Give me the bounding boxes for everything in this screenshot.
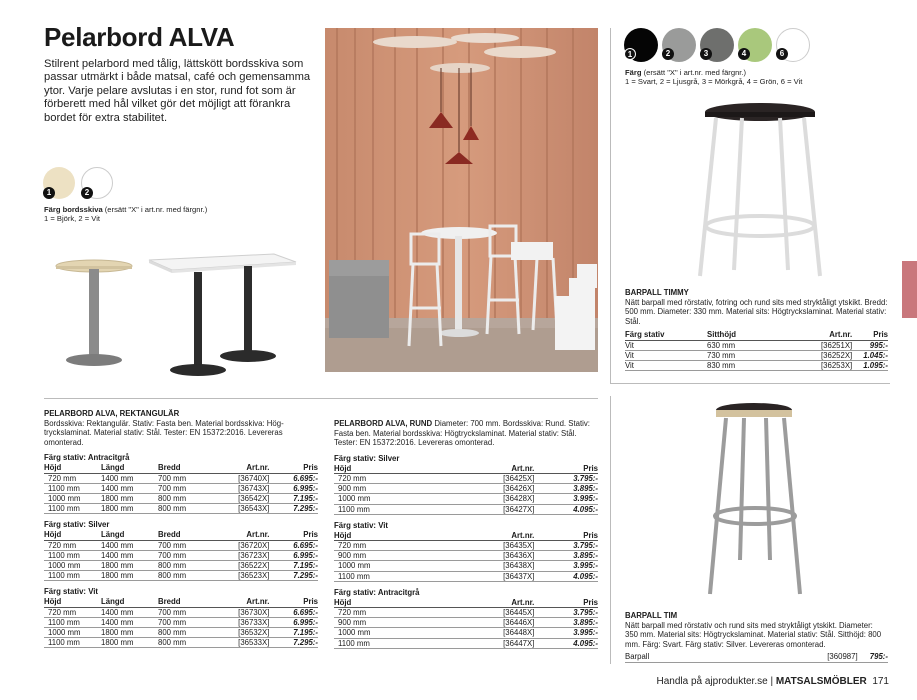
table-row: 900 mm [36436X] 3.895:- [334, 551, 598, 561]
interior-photo [325, 28, 598, 372]
table-row: Vit 830 mm [36253X] 1.095:- [625, 360, 888, 370]
page-title: Pelarbord ALVA [44, 22, 235, 52]
divider [610, 28, 611, 383]
table-row: 1100 mm [36427X] 4.095:- [334, 504, 598, 514]
price-table: Höjd Art.nr. Pris 720 mm [36445X] 3.795:- 900 mm [36446X] 3.895:- 1000 mm [36448X] 3.995:- 1100 mm [36447X] 4.095:- [334, 597, 598, 648]
table-row: 1100 mm 1400 mm 700 mm [36733X] 6.995:- [44, 617, 318, 627]
swatch-number: 2 [81, 187, 93, 199]
rect-desc: Bordsskiva: Rektangulär. Stativ: Fasta ben. Material bordsskiva: Högtryckslaminat. Material stativ: Stål. Tester: EN 15372:2016. Levereras omonterad. [44, 418, 284, 447]
barpall-timmy-image [690, 98, 830, 282]
divider [610, 383, 890, 384]
table-row: 1100 mm 1800 mm 800 mm [36523X] 7.295:- [44, 571, 318, 581]
stand-color-heading: Färg stativ: Vit [44, 587, 99, 597]
price-table: Höjd Art.nr. Pris 720 mm [36435X] 3.795:- 900 mm [36436X] 3.895:- 1000 mm [36438X] 3.995:- 1100 mm [36437X] 4.095:- [334, 530, 598, 581]
table-row: 720 mm [36445X] 3.795:- [334, 608, 598, 618]
table-row: 720 mm [36425X] 3.795:- [334, 473, 598, 483]
table-row: 1100 mm 1400 mm 700 mm [36723X] 6.995:- [44, 550, 318, 560]
table-row: 900 mm [36446X] 3.895:- [334, 618, 598, 628]
round-section [334, 419, 598, 649]
table-row: 720 mm 1400 mm 700 mm [36720X] 6.695:- [44, 540, 318, 550]
stand-color-heading: Färg stativ: Vit [334, 520, 389, 530]
table-row: 1000 mm 1800 mm 800 mm [36522X] 7.195:- [44, 561, 318, 571]
table-row: 900 mm [36426X] 3.895:- [334, 484, 598, 494]
table-row: Barpall [360987] 795:- [625, 652, 888, 662]
table-row: 720 mm 1400 mm 700 mm [36740X] 6.695:- [44, 473, 318, 483]
timmy-table: Färg stativ Sitthöjd Art.nr. Pris Vit 630 mm [36251X] 995:- Vit 730 mm [36252X] 1.045:- Vit 830 mm [36253X] 1.095:- [625, 330, 888, 370]
stand-color-heading: Färg stativ: Silver [334, 453, 400, 463]
section-tab [902, 261, 917, 318]
footer: Handla på ajprodukter.se | MATSALSMÖBLER 171 [656, 676, 889, 687]
rect-section [44, 409, 318, 648]
table-row: 1000 mm 1800 mm 800 mm [36542X] 7.195:- [44, 493, 318, 503]
price-table: Höjd Art.nr. Pris 720 mm [36425X] 3.795:- 900 mm [36426X] 3.895:- 1000 mm [36428X] 3.995:- 1100 mm [36427X] 4.095:- [334, 463, 598, 514]
tim-section [625, 611, 888, 663]
round-title-desc: PELARBORD ALVA, RUND Diameter: 700 mm. Bordsskiva: Rund. Stativ: Fasta ben. Material bordsskiva: Högtryckslaminat. Material stativ: Stål. Tester: EN 15372:2016. Levereras omonterad. [334, 419, 590, 448]
barpall-tim-image [700, 400, 810, 600]
table-row: 1100 mm 1800 mm 800 mm [36543X] 7.295:- [44, 504, 318, 514]
stand-color-heading: Färg stativ: Antracitgrå [334, 587, 420, 597]
round-title: PELARBORD ALVA, RUND [334, 419, 433, 428]
tim-desc: Nätt barpall med rörstativ och rund sits med stryktåligt ytskikt. Diameter: 350 mm. Material sits: Högtryckslaminat. Material stativ: Stål. Sitthöjd: 800 mm. Färg: Svart. Färg stativ: Silver. Levereras omonterad. [625, 620, 882, 649]
tim-title: BARPALL TIM [625, 611, 678, 620]
table-row: 1100 mm [36447X] 4.095:- [334, 638, 598, 648]
price-table: Höjd Längd Bredd Art.nr. Pris 720 mm 1400 mm 700 mm [36740X] 6.695:- 1100 mm 1400 mm 700 mm [36743X] 6.995:- 1000 mm 1800 mm 800 mm [36542X] 7.195:- 1100 mm 1800 mm 800 mm [36543X] 7.295:- [44, 463, 318, 514]
table-row: 1000 mm 1800 mm 800 mm [36532X] 7.195:- [44, 628, 318, 638]
swatch-number: 1 [624, 48, 636, 60]
top-color-label: Färg (ersätt "X" i art.nr. med färgnr.) 1 = Svart, 2 = Ljusgrå, 3 = Mörkgrå, 4 = Grön, 6 = Vit [625, 68, 803, 87]
table-row: 1000 mm [36448X] 3.995:- [334, 628, 598, 638]
table-row: 1100 mm 1800 mm 800 mm [36533X] 7.295:- [44, 638, 318, 648]
rect-title: PELARBORD ALVA, REKTANGULÄR [44, 409, 180, 418]
timmy-title: BARPALL TIMMY [625, 288, 689, 297]
stand-color-heading: Färg stativ: Silver [44, 520, 110, 530]
table-row: 1100 mm [36437X] 4.095:- [334, 571, 598, 581]
table-row: Vit 730 mm [36252X] 1.045:- [625, 350, 888, 360]
table-row: 720 mm 1400 mm 700 mm [36730X] 6.695:- [44, 607, 318, 617]
swatch-number: 2 [662, 48, 674, 60]
intro-text: Stilrent pelarbord med tålig, lättskött bordsskiva som passar utmärkt i både matsal, café och gemensamma ytor. Varje pelare avslutas i en stor, rund fot som är förberett med hål vilket gör det möjligt att förankra bordet för extra stabilitet. [44, 58, 311, 124]
swatch-number: 4 [738, 48, 750, 60]
stand-color-heading: Färg stativ: Antracitgrå [44, 453, 130, 463]
swatch-number: 3 [700, 48, 712, 60]
swatch-number: 6 [776, 48, 788, 60]
divider [610, 396, 611, 664]
table-row: 1100 mm 1400 mm 700 mm [36743X] 6.995:- [44, 483, 318, 493]
swatch-number: 1 [43, 187, 55, 199]
price-table: Höjd Längd Bredd Art.nr. Pris 720 mm 1400 mm 700 mm [36720X] 6.695:- 1100 mm 1400 mm 700 mm [36723X] 6.995:- 1000 mm 1800 mm 800 mm [36522X] 7.195:- 1100 mm 1800 mm 800 mm [36523X] 7.295:- [44, 530, 318, 581]
divider [44, 398, 598, 399]
table-row: Vit 630 mm [36251X] 995:- [625, 340, 888, 350]
table-row: 1000 mm [36438X] 3.995:- [334, 561, 598, 571]
board-color-label: Färg bordsskiva (ersätt "X" i art.nr. med färgnr.) 1 = Björk, 2 = Vit [44, 205, 208, 224]
timmy-section [625, 288, 888, 371]
tim-table [625, 652, 888, 662]
timmy-desc: Nätt barpall med rörstativ, fotring och rund sits med stryktåligt ytskikt. Bredd: 500 mm. Diameter: 330 mm. Material sits: Högtryckslaminat. Material stativ: Stål. [625, 297, 888, 326]
price-table: Höjd Längd Bredd Art.nr. Pris 720 mm 1400 mm 700 mm [36730X] 6.695:- 1100 mm 1400 mm 700 mm [36733X] 6.995:- 1000 mm 1800 mm 800 mm [36532X] 7.195:- 1100 mm 1800 mm 800 mm [36533X] 7.295:- [44, 597, 318, 648]
table-row: 720 mm [36435X] 3.795:- [334, 541, 598, 551]
table-product-image [44, 244, 304, 384]
table-row: 1000 mm [36428X] 3.995:- [334, 494, 598, 504]
